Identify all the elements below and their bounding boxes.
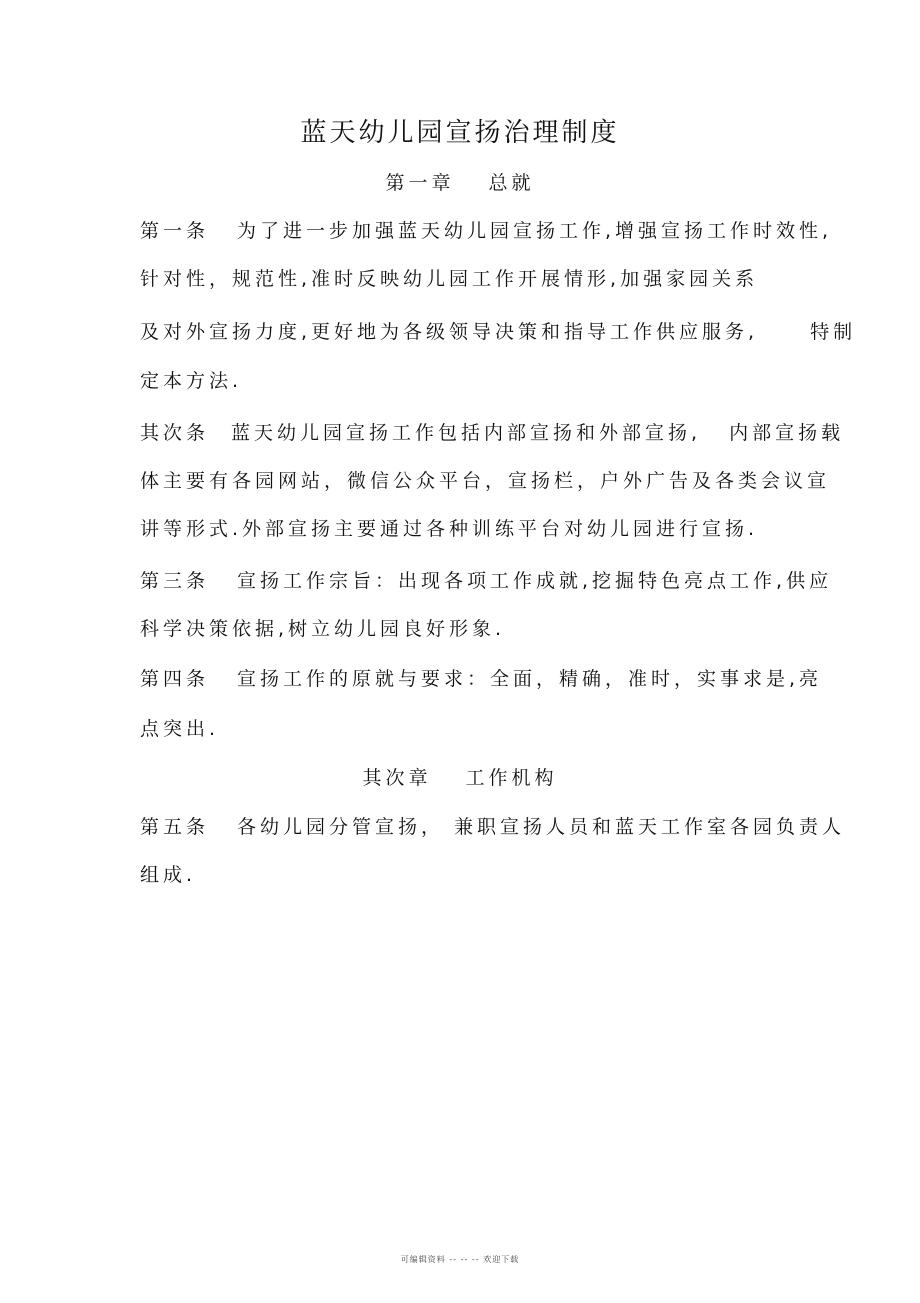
article-label: 第四条 bbox=[140, 668, 210, 690]
article-label: 其次条 bbox=[140, 422, 210, 444]
article-1-line-1 bbox=[140, 216, 832, 246]
chapter-name: 工作机构 bbox=[465, 767, 558, 789]
article-2-line-3: 讲等形式.外部宣扬主要通过各种训练平台对幼儿园进行宣扬. bbox=[140, 518, 759, 540]
paragraph-text: 宣扬工作的原就与要求：全面，精确，准时，实事求是,亮 bbox=[237, 668, 823, 690]
paragraph-text: 各幼儿园分管宣扬， 兼职宣扬人员和蓝天工作室各园负责人 bbox=[237, 816, 846, 838]
paragraph-text: 宣扬工作宗旨：出现各项工作成就,挖掘特色亮点工作,供应 bbox=[237, 570, 833, 592]
article-3-line-1 bbox=[140, 566, 832, 596]
article-3-line-2: 科学决策依据,树立幼儿园良好形象. bbox=[140, 618, 506, 640]
article-4-line-1 bbox=[140, 664, 822, 694]
chapter-name: 总就 bbox=[488, 172, 535, 194]
article-label: 第五条 bbox=[140, 816, 210, 838]
article-2-line-2: 体主要有各园网站，微信公众平台，宣扬栏，户外广告及各类会议宣 bbox=[140, 470, 831, 492]
paragraph-text: 及对外宣扬力度,更好地为各级领导决策和指导工作供应服务, bbox=[140, 321, 759, 343]
paragraph-text: 为了进一步加强蓝天幼儿园宣扬工作,增强宣扬工作时效性, bbox=[237, 220, 833, 242]
article-1-line-4: 定本方法. bbox=[140, 370, 243, 392]
article-5-line-2: 组成. bbox=[140, 864, 197, 886]
document-title: 蓝天幼儿园宣扬治理制度 bbox=[300, 118, 620, 148]
article-label: 第三条 bbox=[140, 570, 210, 592]
article-4-line-2: 点突出. bbox=[140, 718, 220, 740]
chapter-number: 第一章 bbox=[385, 172, 455, 194]
article-2-line-1 bbox=[140, 418, 844, 448]
page-footer: 可编辑资料 -- -- -- 欢迎下载 bbox=[400, 1255, 520, 1264]
article-1-line-2: 针对性，规范性,准时反映幼儿园工作开展情形,加强家园关系 bbox=[140, 268, 759, 290]
paragraph-text: 特制 bbox=[810, 321, 857, 343]
paragraph-text: 蓝天幼儿园宣扬工作包括内部宣扬和外部宣扬, bbox=[231, 422, 702, 444]
chapter-heading-1 bbox=[0, 168, 920, 198]
article-1-line-3 bbox=[140, 317, 856, 347]
paragraph-text: 内部宣扬载 bbox=[729, 422, 845, 444]
article-label: 第一条 bbox=[140, 220, 210, 242]
chapter-heading-2 bbox=[0, 763, 920, 793]
article-5-line-1 bbox=[140, 812, 845, 842]
chapter-number: 其次章 bbox=[362, 767, 432, 789]
